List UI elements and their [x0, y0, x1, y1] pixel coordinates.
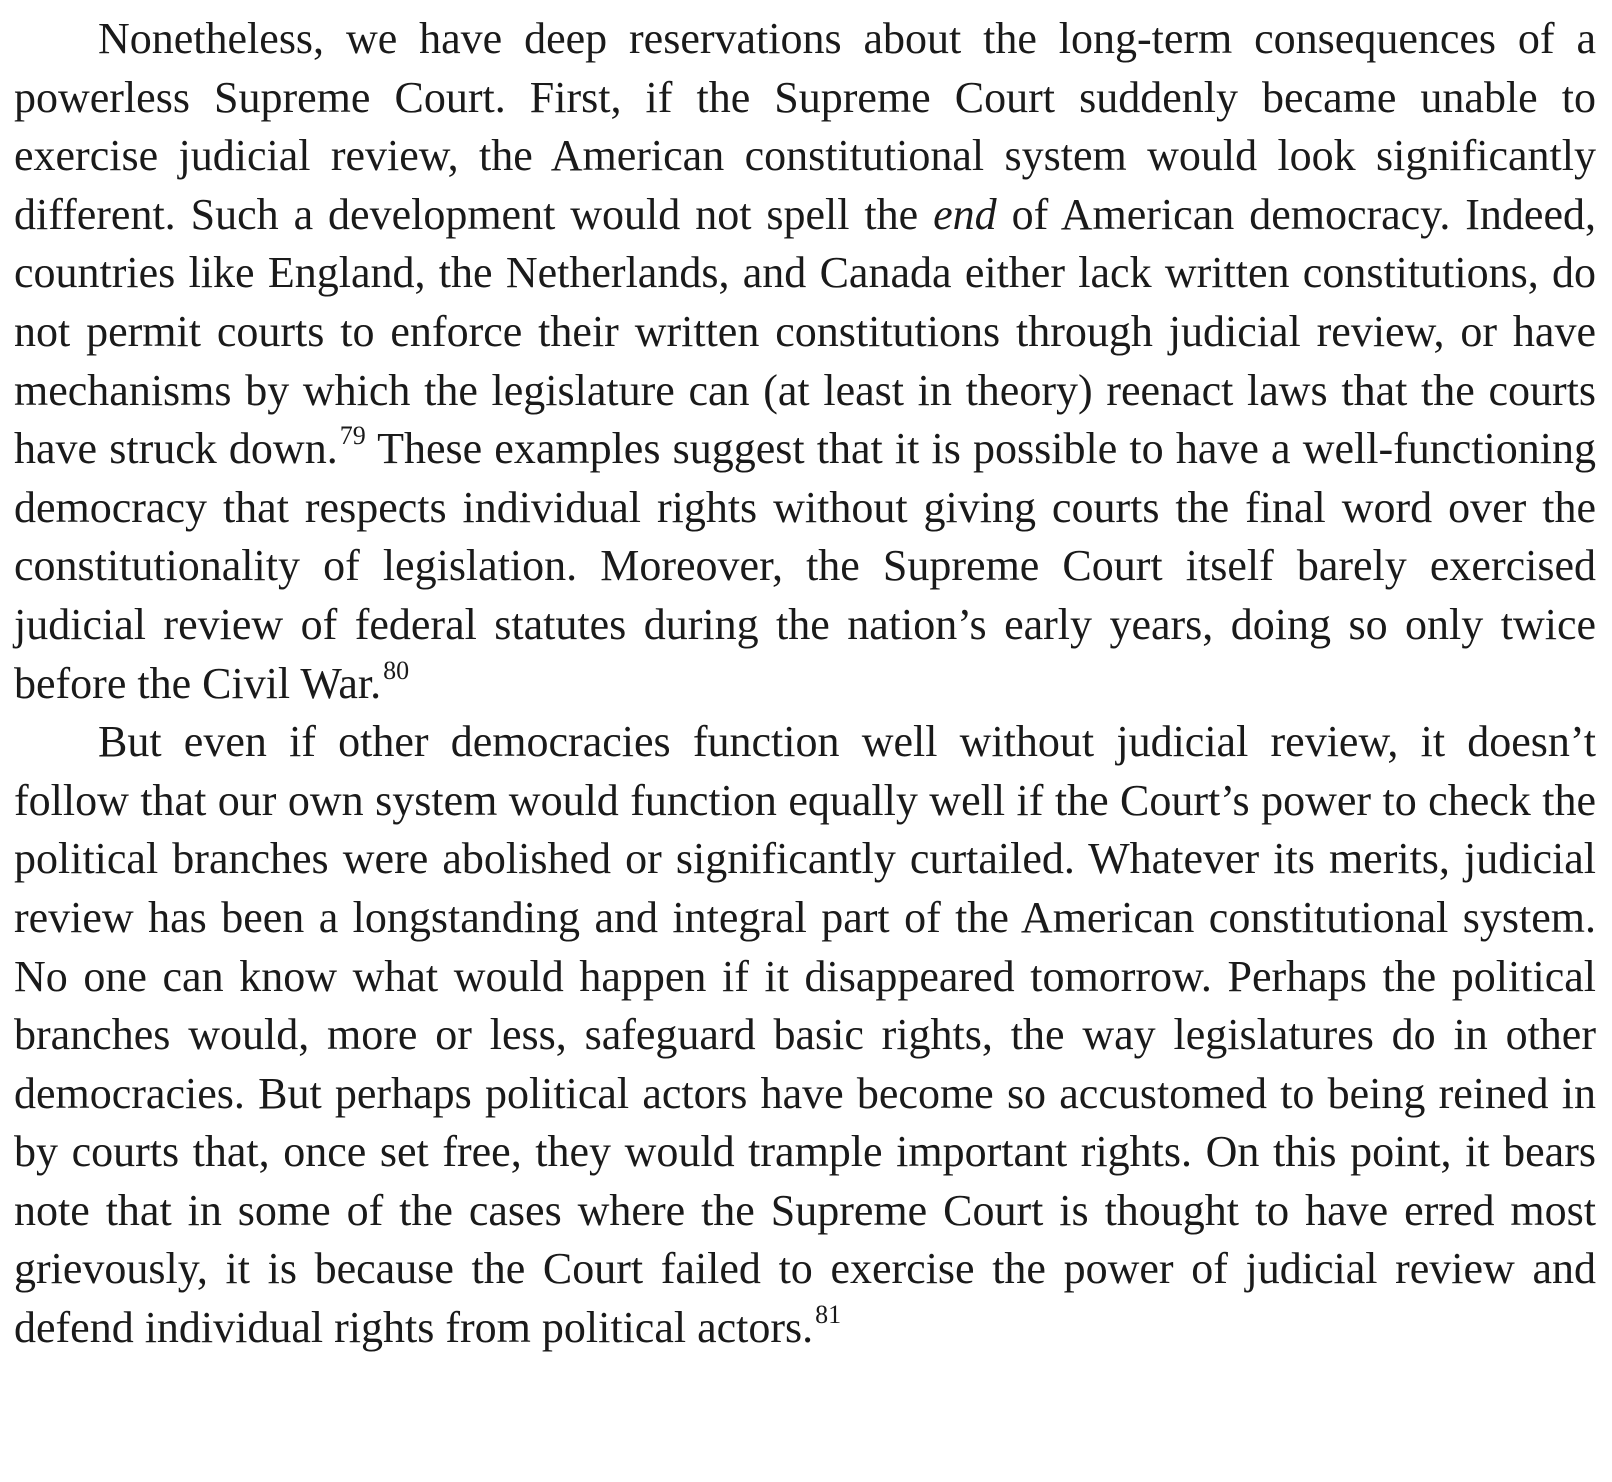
- footnote-ref-80[interactable]: 80: [383, 655, 410, 685]
- paragraph-1: [14, 10, 1596, 713]
- footnote-ref-81[interactable]: 81: [815, 1300, 842, 1330]
- paragraph-2-text-1: But even if other democracies function well without judicial review, it doesn’t follow that our own system would function equally well if the Court’s power to check the political branches were abolished or significantly curtailed. Whatever its merits, judicial review has been a longstanding and integral part of the American constitutional system. No one can know what would happen if it disappeared tomorrow. Perhaps the political branches would, more or less, safeguard basic rights, the way legislatures do in other democracies. But perhaps political actors have become so accustomed to being reined in by courts that, once set free, they would trample important rights. On this point, it bears note that in some of the cases where the Supreme Court is thought to have erred most grievously, it is because the Court failed to exercise the power of judicial review and defend individual rights from political actors.: [14, 717, 1596, 1353]
- paragraph-1-text-2: of American democracy. Indeed, countries like England, the Netherlands, and Canada either lack written constitutions, do not permit courts to enforce their written constitutions through judicial review, or have mechanisms by which the legislature can (at least in theory) reenact laws that the courts have struck down.: [14, 189, 1596, 474]
- paragraph-1-text-3: These examples suggest that it is possible to have a well-functioning democracy that respects individual rights without giving courts the final word over the constitutionality of legislation. Moreover, the Supreme Court itself barely exercised judicial review of federal statutes during the nation’s early years, doing so only twice before the Civil War.: [14, 424, 1596, 708]
- emphasis-end: end: [933, 189, 997, 239]
- paragraph-1-text-1: Nonetheless, we have deep reservations about the long-term consequences of a powerless Supreme Court. First, if the Supreme Court suddenly became unable to exercise judicial review, the American constitutional system would look significantly different. Such a development would not spell the: [14, 14, 1596, 239]
- footnote-ref-79[interactable]: 79: [339, 421, 366, 451]
- paragraph-2: [14, 713, 1596, 1358]
